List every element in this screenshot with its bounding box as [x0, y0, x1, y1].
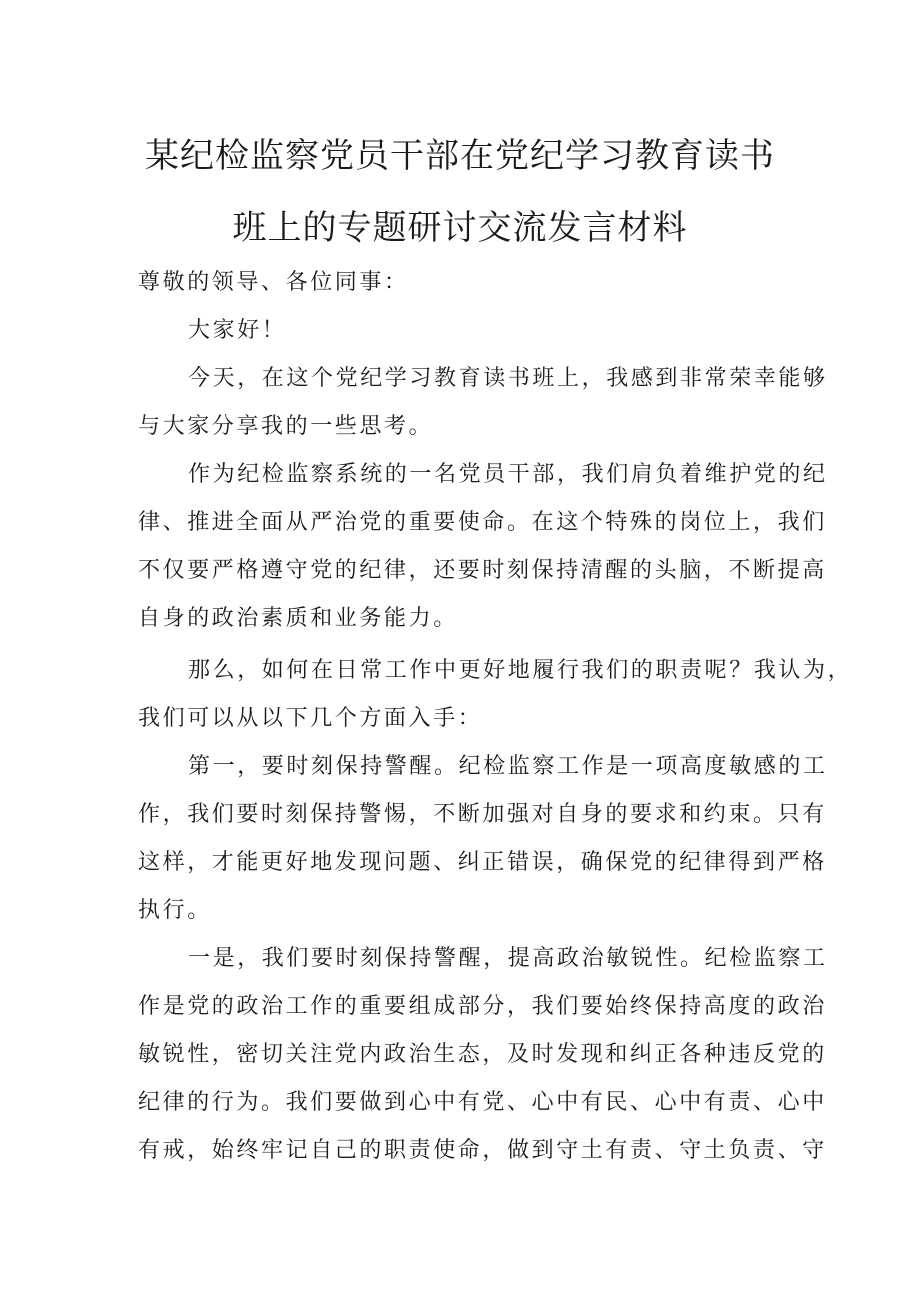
paragraph-line: 有戒，始终牢记自己的职责使命，做到守土有责、守土负责、守 — [138, 1138, 827, 1163]
paragraph-line: 律、推进全面从严治党的重要使命。在这个特殊的岗位上，我们 — [138, 510, 827, 535]
paragraph-line: 自身的政治素质和业务能力。 — [138, 606, 458, 631]
paragraph-line: 一是，我们要时刻保持警醒，提高政治敏锐性。纪检监察工 — [188, 946, 828, 971]
paragraph-line: 今天，在这个党纪学习教育读书班上，我感到非常荣幸能够 — [188, 366, 828, 391]
document-title-line-1: 某纪检监察党员干部在党纪学习教育读书 — [145, 136, 775, 176]
paragraph-line: 纪律的行为。我们要做到心中有党、心中有民、心中有责、心中 — [138, 1090, 827, 1115]
document-title-line-2: 班上的专题研讨交流发言材料 — [232, 208, 688, 248]
paragraph-line: 执行。 — [138, 898, 212, 923]
paragraph-line: 作是党的政治工作的重要组成部分，我们要始终保持高度的政治 — [138, 994, 827, 1019]
paragraph-line: 我们可以从以下几个方面入手： — [138, 706, 483, 731]
paragraph-line: 这样，才能更好地发现问题、纠正错误，确保党的纪律得到严格 — [138, 850, 827, 875]
paragraph-line: 与大家分享我的一些思考。 — [138, 414, 434, 439]
greeting: 大家好！ — [188, 318, 287, 343]
paragraph-line: 那么，如何在日常工作中更好地履行我们的职责呢？我认为， — [188, 658, 853, 683]
paragraph-line: 作为纪检监察系统的一名党员干部，我们肩负着维护党的纪 — [188, 462, 828, 487]
salutation: 尊敬的领导、各位同事： — [138, 270, 409, 295]
paragraph-line: 敏锐性，密切关注党内政治生态，及时发现和纠正各种违反党的 — [138, 1042, 827, 1067]
paragraph-line: 第一，要时刻保持警醒。纪检监察工作是一项高度敏感的工 — [188, 754, 828, 779]
paragraph-line: 作，我们要时刻保持警惕，不断加强对自身的要求和约束。只有 — [138, 802, 827, 827]
paragraph-line: 不仅要严格遵守党的纪律，还要时刻保持清醒的头脑，不断提高 — [138, 558, 827, 583]
